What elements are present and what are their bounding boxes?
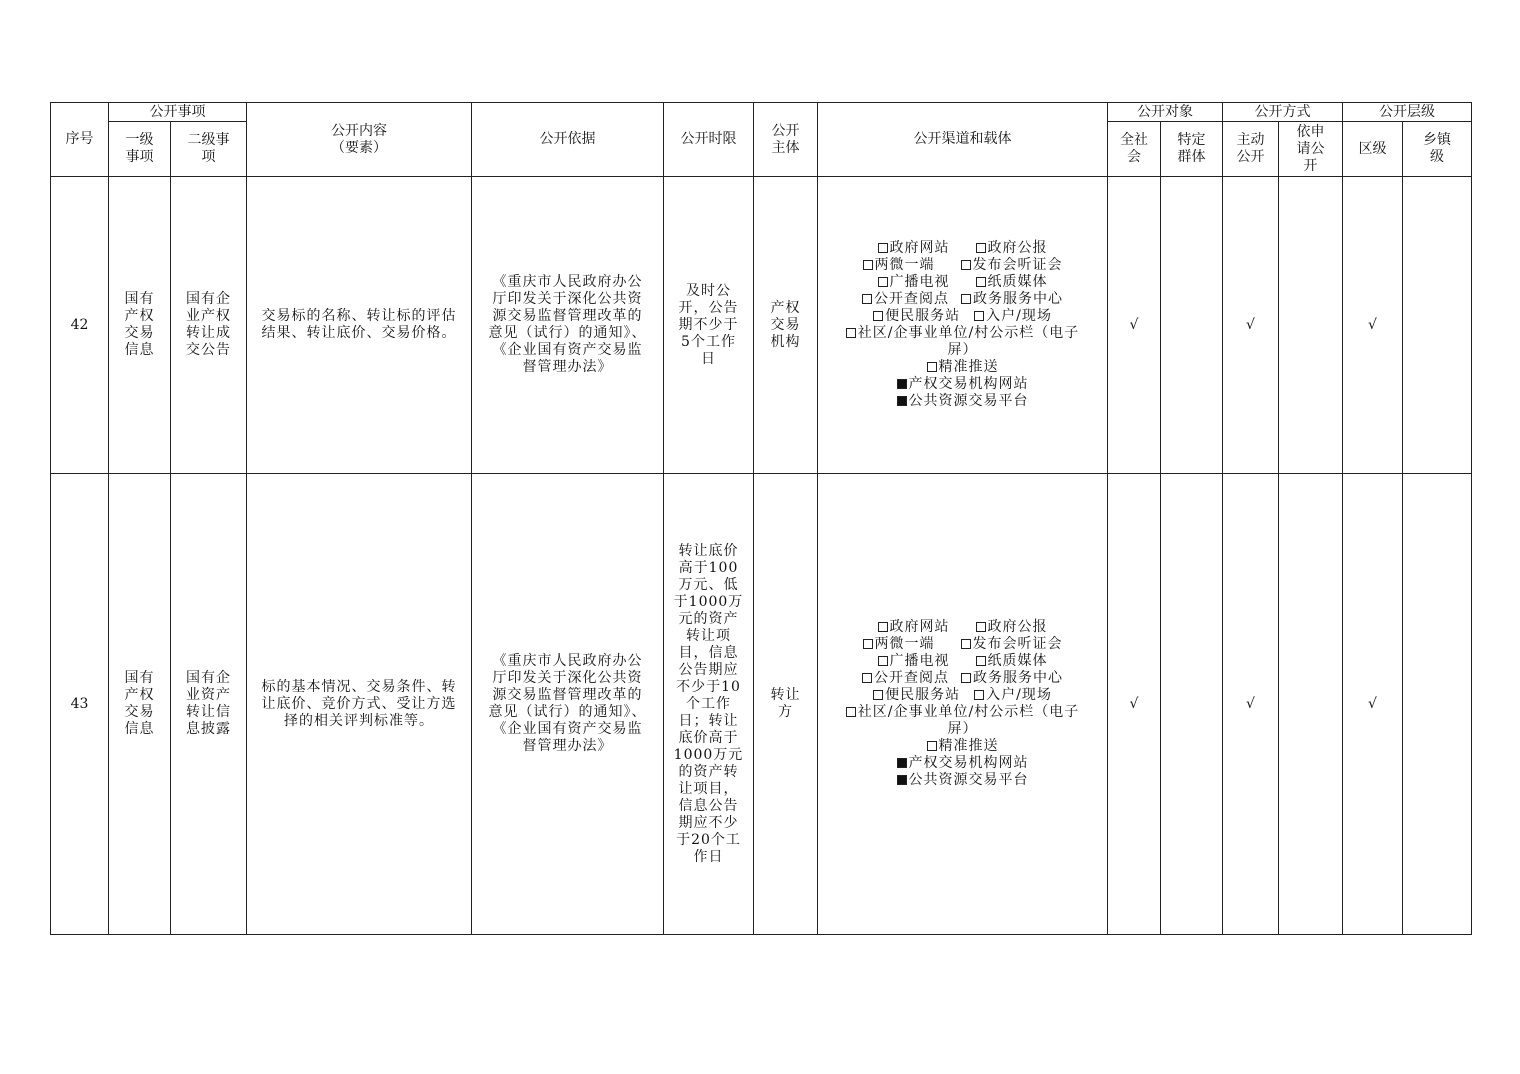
checkbox-empty-icon bbox=[961, 294, 971, 304]
checkbox-empty-icon bbox=[862, 294, 872, 304]
checkbox-empty-icon bbox=[976, 277, 986, 287]
checkbox-empty-icon bbox=[873, 690, 883, 700]
row-target-specific bbox=[1161, 177, 1223, 474]
checkbox-empty-icon bbox=[863, 639, 873, 649]
checkbox-empty-icon bbox=[846, 707, 856, 717]
row-method-apply bbox=[1279, 474, 1343, 935]
header-level2: 二级事 项 bbox=[171, 122, 247, 177]
row-content: 标的基本情况、交易条件、转 让底价、竞价方式、受让方选 择的相关评判标准等。 bbox=[247, 474, 472, 935]
header-method-group: 公开方式 bbox=[1223, 103, 1343, 122]
header-level-group: 公开层级 bbox=[1343, 103, 1472, 122]
header-channels: 公开渠道和载体 bbox=[818, 103, 1108, 177]
row-time-limit: 转让底价 高于100 万元、低 于1000万 元的资产 转让项 目，信息 公告期应 不少于10 个工作 日；转让 底价高于 1000万元 的资产转 让项目， 信息公告 期应不少 于20个工 作日 bbox=[664, 474, 754, 935]
checkbox-empty-icon bbox=[878, 243, 888, 253]
row-method-apply bbox=[1279, 177, 1343, 474]
row-basis: 《重庆市人民政府办公 厅印发关于深化公共资 源交易监督管理改革的 意见（试行）的通知》、 《企业国有资产交易监 督管理办法》 bbox=[472, 474, 664, 935]
checkbox-empty-icon bbox=[961, 639, 971, 649]
table-row bbox=[51, 177, 1472, 474]
header-method-active: 主动 公开 bbox=[1223, 122, 1279, 177]
row-subject: 转让 方 bbox=[754, 474, 818, 935]
row-level-town bbox=[1403, 177, 1472, 474]
row-method-active: √ bbox=[1223, 177, 1279, 474]
row-target-all: √ bbox=[1108, 177, 1161, 474]
header-method-apply: 依申 请公 开 bbox=[1279, 122, 1343, 177]
row-level-district: √ bbox=[1343, 474, 1403, 935]
header-level-town: 乡镇 级 bbox=[1403, 122, 1472, 177]
checkbox-empty-icon bbox=[974, 311, 984, 321]
row-method-active: √ bbox=[1223, 474, 1279, 935]
header-level-district: 区级 bbox=[1343, 122, 1403, 177]
checkbox-empty-icon bbox=[976, 622, 986, 632]
row-level2: 国有企 业产权 转让成 交公告 bbox=[171, 177, 247, 474]
checkbox-empty-icon bbox=[976, 656, 986, 666]
header-subject: 公开 主体 bbox=[754, 103, 818, 177]
row-target-all: √ bbox=[1108, 474, 1161, 935]
row-basis: 《重庆市人民政府办公 厅印发关于深化公共资 源交易监督管理改革的 意见（试行）的通知》、 《企业国有资产交易监 督管理办法》 bbox=[472, 177, 664, 474]
header-time-limit: 公开时限 bbox=[664, 103, 754, 177]
header-level1: 一级 事项 bbox=[109, 122, 171, 177]
row-time-limit: 及时公 开，公告 期不少于 5个工作 日 bbox=[664, 177, 754, 474]
header-seq: 序号 bbox=[51, 103, 109, 177]
checkbox-empty-icon bbox=[927, 741, 937, 751]
header-basis: 公开依据 bbox=[472, 103, 664, 177]
row-subject: 产权 交易 机构 bbox=[754, 177, 818, 474]
checkbox-empty-icon bbox=[927, 362, 937, 372]
checkbox-filled-icon bbox=[897, 396, 907, 406]
checkbox-empty-icon bbox=[878, 277, 888, 287]
disclosure-table bbox=[50, 102, 1472, 935]
row-target-specific bbox=[1161, 474, 1223, 935]
row-seq: 42 bbox=[51, 177, 109, 474]
table-row bbox=[51, 474, 1472, 935]
row-content: 交易标的名称、转让标的评估 结果、转让底价、交易价格。 bbox=[247, 177, 472, 474]
checkbox-empty-icon bbox=[846, 328, 856, 338]
checkbox-filled-icon bbox=[897, 379, 907, 389]
checkbox-empty-icon bbox=[974, 690, 984, 700]
row-level-town bbox=[1403, 474, 1472, 935]
header-target-specific: 特定 群体 bbox=[1161, 122, 1223, 177]
row-level2: 国有企 业资产 转让信 息披露 bbox=[171, 474, 247, 935]
row-level-district: √ bbox=[1343, 177, 1403, 474]
checkbox-empty-icon bbox=[878, 656, 888, 666]
row-channels: 政府网站 政府公报 两微一端 发布会听证会 广播电视 纸质媒体 公开查阅点 政务服务中心 便民服务站 入户/现场 社区/企事业单位/村公示栏（电子 屏） 精准推送 产权交易机构网站 公共资源交易平台 bbox=[818, 177, 1108, 474]
checkbox-empty-icon bbox=[862, 673, 872, 683]
checkbox-empty-icon bbox=[873, 311, 883, 321]
checkbox-empty-icon bbox=[961, 260, 971, 270]
checkbox-empty-icon bbox=[863, 260, 873, 270]
row-level1: 国有 产权 交易 信息 bbox=[109, 474, 171, 935]
row-channels: 政府网站 政府公报 两微一端 发布会听证会 广播电视 纸质媒体 公开查阅点 政务服务中心 便民服务站 入户/现场 社区/企事业单位/村公示栏（电子 屏） 精准推送 产权交易机构网站 公共资源交易平台 bbox=[818, 474, 1108, 935]
row-seq: 43 bbox=[51, 474, 109, 935]
checkbox-empty-icon bbox=[961, 673, 971, 683]
checkbox-filled-icon bbox=[897, 758, 907, 768]
checkbox-filled-icon bbox=[897, 775, 907, 785]
header-target-group: 公开对象 bbox=[1108, 103, 1223, 122]
header-target-all: 全社 会 bbox=[1108, 122, 1161, 177]
header-item-group: 公开事项 bbox=[109, 103, 247, 122]
header-content: 公开内容 （要素） bbox=[247, 103, 472, 177]
checkbox-empty-icon bbox=[976, 243, 986, 253]
row-level1: 国有 产权 交易 信息 bbox=[109, 177, 171, 474]
checkbox-empty-icon bbox=[878, 622, 888, 632]
